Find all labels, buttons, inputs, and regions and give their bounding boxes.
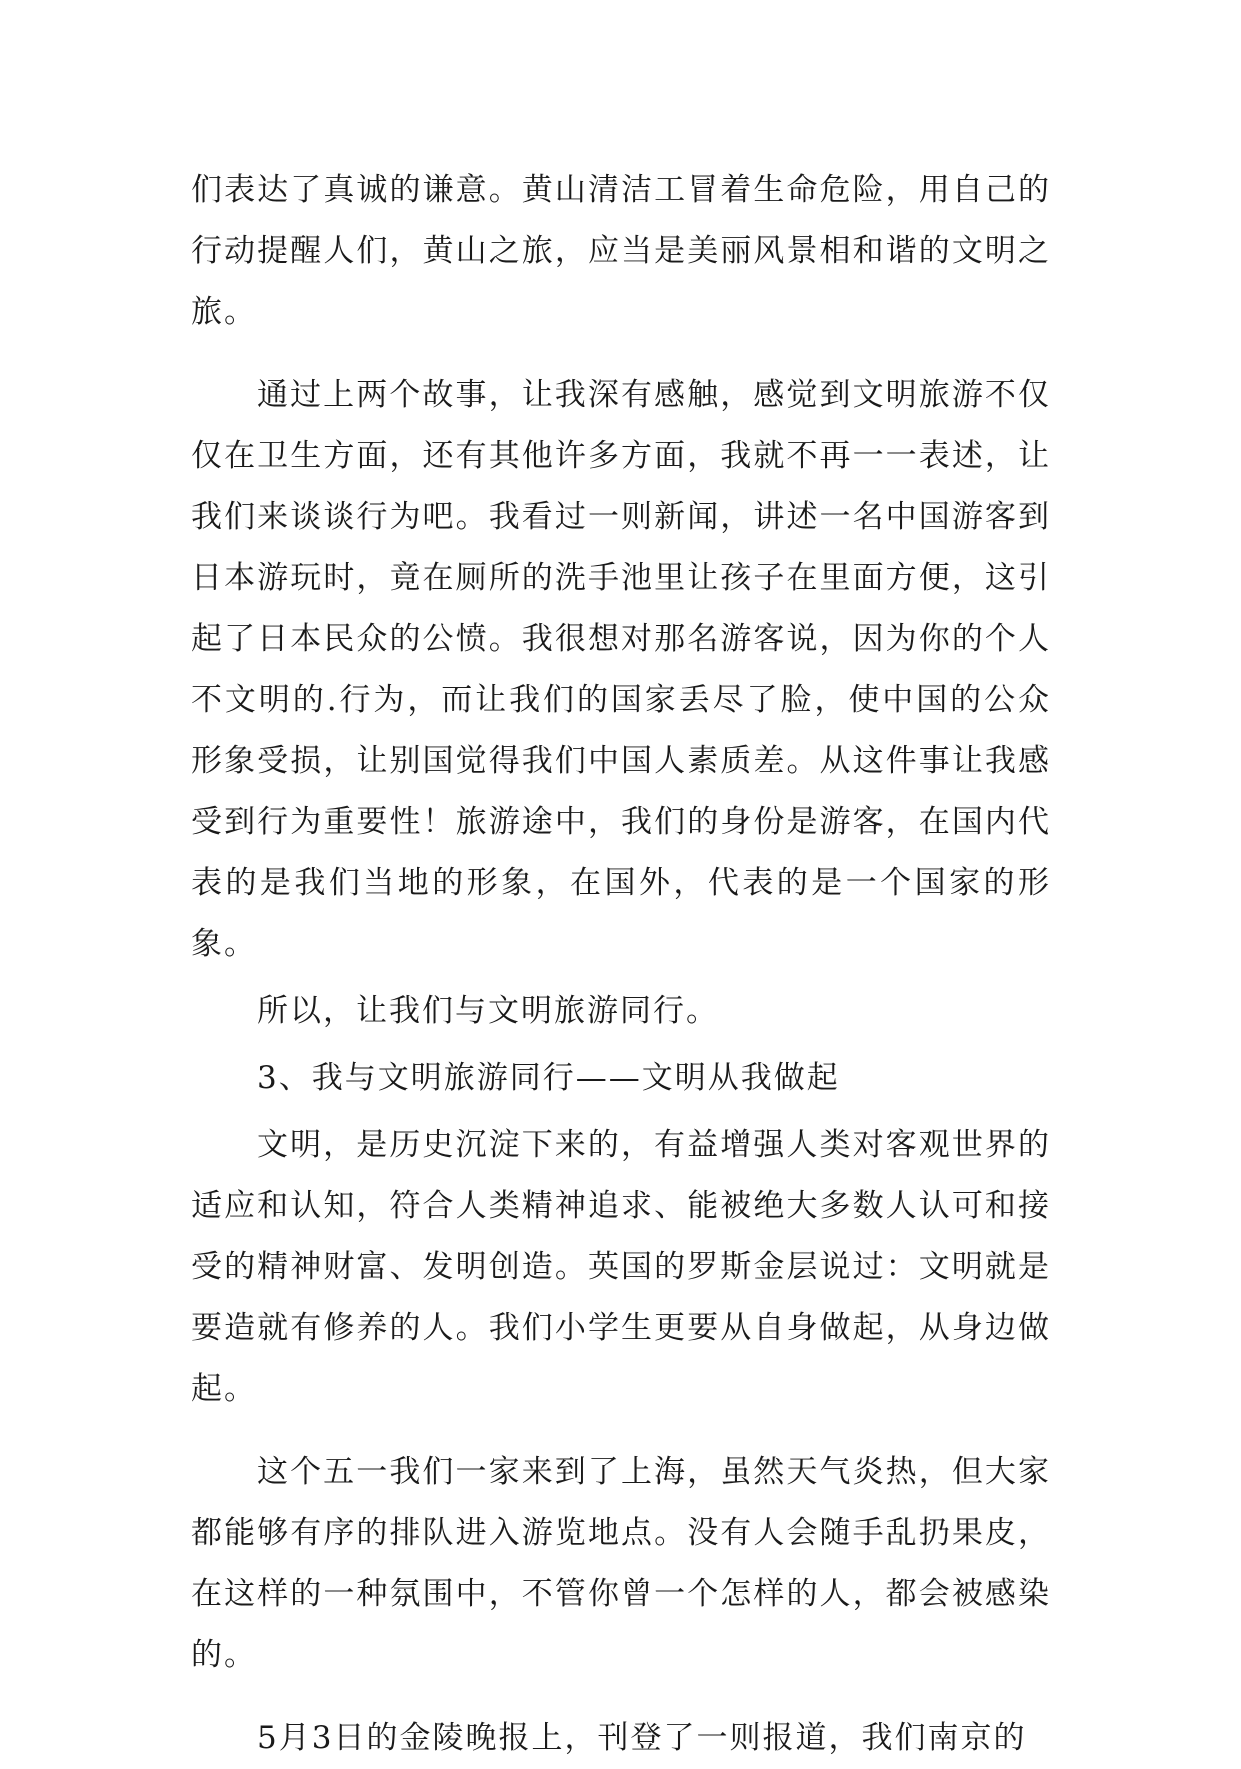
paragraph-news-report: 5月3日的金陵晚报上，刊登了一则报道，我们南京的 xyxy=(257,1720,1027,1756)
document-body xyxy=(191,160,1051,1769)
paragraph-continued: 们表达了真诚的谦意。黄山清洁工冒着生命危险，用自己的行动提醒人们，黄山之旅，应当是美丽风景相和谐的文明之旅。 xyxy=(191,172,1051,330)
paragraph-conclusion: 所以，让我们与文明旅游同行。 xyxy=(257,993,719,1029)
paragraph-may-day: 这个五一我们一家来到了上海，虽然天气炎热，但大家都能够有序的排队进入游览地点。没有人会随手乱扔果皮，在这样的一种氛围中，不管你曾一个怎样的人，都会被感染的。 xyxy=(191,1454,1051,1673)
paragraph-two-stories: 通过上两个故事，让我深有感触，感觉到文明旅游不仅仅在卫生方面，还有其他许多方面，我就不再一一表述，让我们来谈谈行为吧。我看过一则新闻，讲述一名中国游客到日本游玩时，竟在厕所的洗手池里让孩子在里面方便，这引起了日本民众的公愤。我很想对那名游客说，因为你的个人不文明的.行为，而让我们的国家丢尽了脸，使中国的公众形象受损，让别国觉得我们中国人素质差。从这件事让我感受到行为重要性！旅游途中，我们的身份是游客，在国内代表的是我们当地的形象，在国外，代表的是一个国家的形象。 xyxy=(191,377,1051,962)
section-heading: 3、我与文明旅游同行——文明从我做起 xyxy=(257,1060,840,1096)
paragraph-civilization: 文明，是历史沉淀下来的，有益增强人类对客观世界的适应和认知，符合人类精神追求、能被绝大多数人认可和接受的精神财富、发明创造。英国的罗斯金层说过：文明就是要造就有修养的人。我们小学生更要从自身做起，从身边做起。 xyxy=(191,1127,1051,1407)
